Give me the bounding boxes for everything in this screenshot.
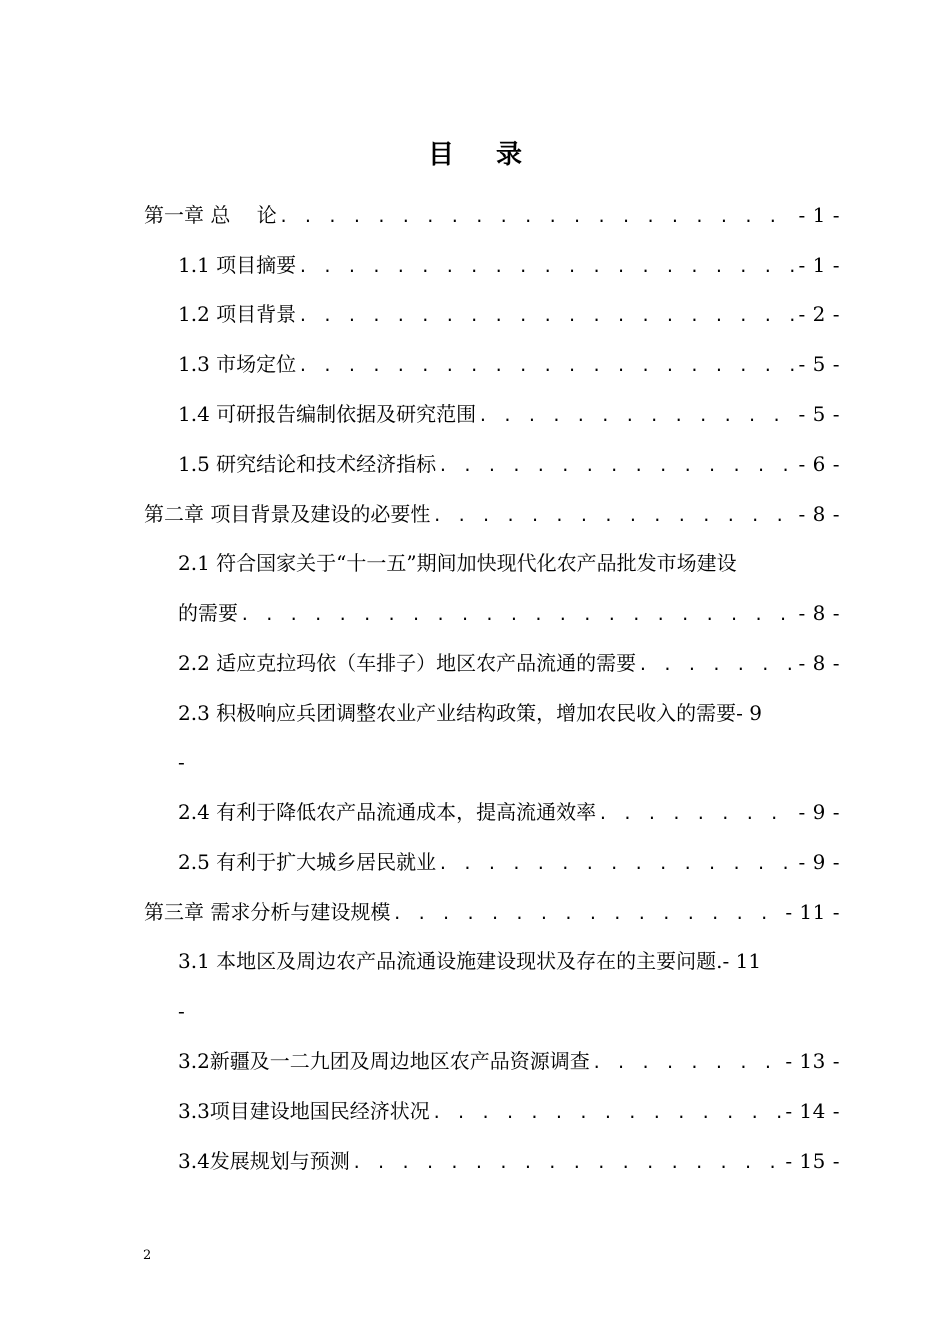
toc-entry-text: 3.4发展规划与预测	[178, 1149, 350, 1173]
toc-entry-3-2[interactable]	[178, 1044, 840, 1078]
toc-entry-page: - 1 -	[798, 253, 840, 277]
toc-entry-text: 1.1 项目摘要	[178, 253, 297, 277]
toc-leader-dots	[438, 847, 794, 881]
toc-entry-2-1[interactable]	[178, 596, 840, 630]
toc-entry-2-2[interactable]	[178, 646, 840, 680]
toc-leader-dots	[240, 598, 795, 632]
toc-entry-text: 3.2新疆及一二九团及周边地区农产品资源调查	[178, 1049, 590, 1073]
toc-entry-text: 的需要	[178, 601, 238, 625]
toc-entry-page: - 15 -	[785, 1149, 840, 1173]
toc-entry-1-3[interactable]	[178, 347, 840, 381]
toc-entry-page: - 5 -	[798, 402, 840, 426]
toc-entry-1-4[interactable]	[178, 397, 840, 431]
toc-entry-text: 第一章 总 论	[144, 203, 277, 227]
toc-entry-page: - 11 -	[785, 900, 840, 924]
toc-entry-chapter-1[interactable]	[144, 198, 840, 232]
toc-entry-text: 3.3项目建设地国民经济状况	[178, 1099, 430, 1123]
toc-leader-dots	[478, 399, 794, 433]
toc-title-char-1: 目	[427, 140, 454, 170]
toc-leader-dots	[432, 1096, 782, 1130]
toc-leader-dots	[432, 499, 794, 533]
toc-entry-page: - 8 -	[798, 601, 840, 625]
toc-entry-text: 2.4 有利于降低农产品流通成本，提高流通效率	[178, 800, 597, 824]
toc-entry-page: - 6 -	[798, 452, 840, 476]
toc-entry-2-4[interactable]	[178, 795, 840, 829]
toc-leader-dots	[298, 349, 794, 383]
toc-leader-dots	[352, 1146, 782, 1180]
toc-entry-3-1-line-2[interactable]: -	[178, 999, 185, 1023]
toc-entry-2-5[interactable]	[178, 845, 840, 879]
toc-entry-2-1-line-1[interactable]: 2.1 符合国家关于“十一五”期间加快现代化农产品批发市场建设	[178, 551, 737, 575]
toc-entry-1-2[interactable]	[178, 297, 840, 331]
page-number: 2	[143, 1248, 152, 1263]
toc-entry-text: 2.2 适应克拉玛依（车排子）地区农产品流通的需要	[178, 651, 637, 675]
toc-leader-dots	[298, 299, 794, 333]
toc-entry-chapter-3[interactable]	[144, 895, 840, 929]
toc-entry-page: - 1 -	[798, 203, 840, 227]
toc-entry-page: - 8 -	[798, 651, 840, 675]
toc-leader-dots	[638, 648, 794, 682]
toc-leader-dots	[392, 897, 781, 931]
toc-entry-chapter-2[interactable]	[144, 497, 840, 531]
toc-entry-text: 第二章 项目背景及建设的必要性	[144, 502, 431, 526]
toc-leader-dots	[598, 797, 794, 831]
toc-entry-2-3-line-1[interactable]: 2.3 积极响应兵团调整农业产业结构政策，增加农民收入的需要- 9	[178, 701, 763, 725]
toc-entry-page: - 8 -	[798, 502, 840, 526]
toc-entry-3-4[interactable]	[178, 1144, 840, 1178]
toc-entry-text: 1.5 研究结论和技术经济指标	[178, 452, 437, 476]
toc-entry-page: - 13 -	[785, 1049, 840, 1073]
toc-leader-dots	[298, 250, 794, 284]
toc-entry-page: - 14 -	[785, 1099, 840, 1123]
toc-entry-3-3[interactable]	[178, 1094, 840, 1128]
toc-entry-text: 第三章 需求分析与建设规模	[144, 900, 391, 924]
toc-leader-dots	[438, 449, 794, 483]
toc-leader-dots	[592, 1046, 782, 1080]
toc-leader-dots	[279, 200, 795, 234]
toc-entry-text: 2.5 有利于扩大城乡居民就业	[178, 850, 437, 874]
toc-entry-2-3-line-2[interactable]: -	[178, 750, 185, 774]
toc-entry-page: - 9 -	[798, 850, 840, 874]
toc-entry-3-1-line-1[interactable]: 3.1 本地区及周边农产品流通设施建设现状及存在的主要问题.- 11	[178, 949, 762, 973]
toc-entry-1-1[interactable]	[178, 248, 840, 282]
toc-entry-1-5[interactable]	[178, 447, 840, 481]
toc-entry-page: - 2 -	[798, 302, 840, 326]
toc-entry-text: 1.3 市场定位	[178, 352, 297, 376]
toc-entry-text: 1.4 可研报告编制依据及研究范围	[178, 402, 477, 426]
toc-entry-page: - 9 -	[798, 800, 840, 824]
toc-title	[0, 134, 950, 171]
toc-entry-text: 1.2 项目背景	[178, 302, 297, 326]
toc-entry-page: - 5 -	[798, 352, 840, 376]
toc-title-char-2: 录	[496, 140, 523, 170]
